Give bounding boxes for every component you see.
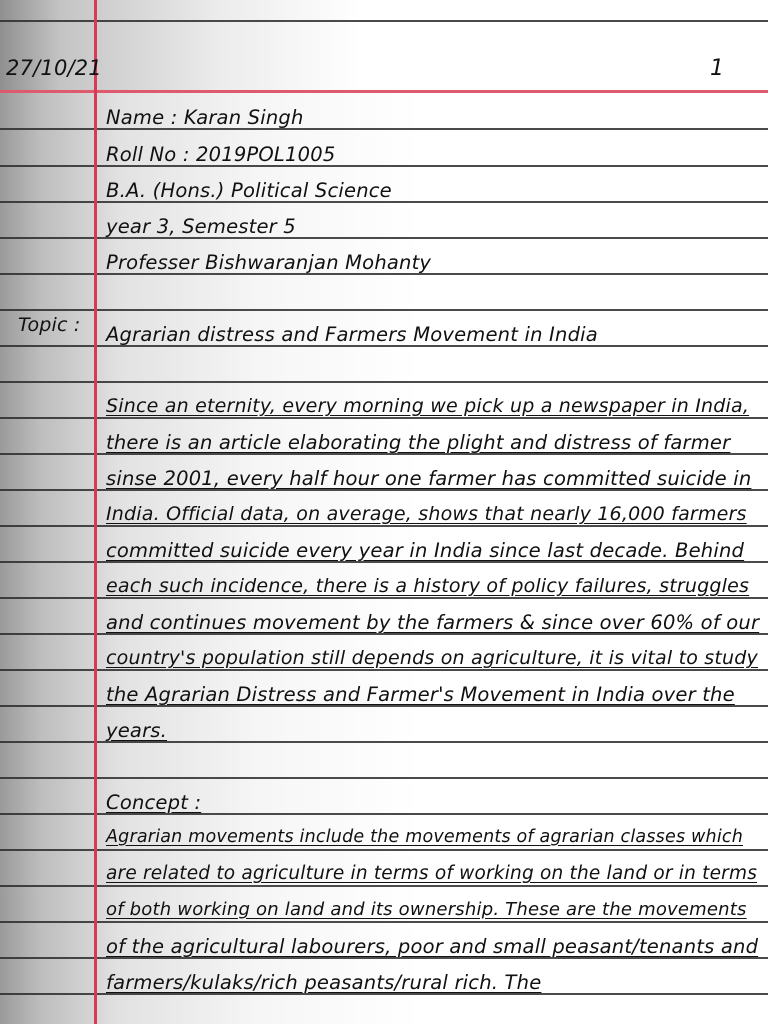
ruled-line (0, 525, 768, 527)
student-name: Name : Karan Singh (106, 106, 304, 129)
intro-line: each such incidence, there is a history of policy failures, struggles (106, 575, 750, 597)
ruled-line (0, 381, 768, 383)
intro-line: sinse 2001, every half hour one farmer has committed suicide in (106, 467, 752, 490)
concept-line: farmers/kulaks/rich peasants/rural rich. The (106, 971, 542, 994)
professor: Professer Bishwaranjan Mohanty (106, 251, 432, 274)
intro-line: the Agrarian Distress and Farmer's Movement in India over the (106, 683, 735, 706)
ruled-line (0, 849, 768, 851)
ruled-line (0, 309, 768, 311)
ruled-line (0, 669, 768, 671)
topic-label: Topic : (18, 314, 81, 336)
intro-line: there is an article elaborating the plight and distress of farmer (106, 431, 731, 454)
margin-line (94, 0, 97, 1024)
ruled-line (0, 417, 768, 419)
concept-line: Agrarian movements include the movements of agrarian classes which (106, 827, 744, 847)
roll-number: Roll No : 2019POL1005 (106, 143, 336, 166)
year-semester: year 3, Semester 5 (106, 215, 296, 238)
intro-line: years. (106, 719, 168, 742)
page-number: 1 (710, 56, 725, 81)
ruled-line (0, 597, 768, 599)
intro-line: country's population still depends on agriculture, it is vital to study (106, 647, 758, 669)
ruled-line (0, 777, 768, 779)
intro-line: Since an eternity, every morning we pick up a newspaper in India, (106, 395, 750, 417)
intro-line: and continues movement by the farmers & since over 60% of our (106, 611, 760, 634)
ruled-line (0, 20, 768, 22)
course: B.A. (Hons.) Political Science (106, 179, 392, 202)
ruled-line (0, 921, 768, 923)
header-rule (0, 90, 768, 93)
intro-line: committed suicide every year in India since last decade. Behind (106, 539, 745, 562)
intro-line: India. Official data, on average, shows that nearly 16,000 farmers (106, 503, 747, 525)
ruled-line (0, 885, 768, 887)
date: 27/10/21 (6, 56, 102, 80)
concept-heading: Concept : (106, 791, 202, 814)
topic-title: Agrarian distress and Farmers Movement in India (106, 323, 598, 346)
concept-line: of the agricultural labourers, poor and small peasant/tenants and (106, 935, 759, 958)
concept-line: are related to agriculture in terms of working on the land or in terms (106, 863, 758, 884)
concept-line: of both working on land and its ownership. These are the movements (106, 899, 747, 920)
